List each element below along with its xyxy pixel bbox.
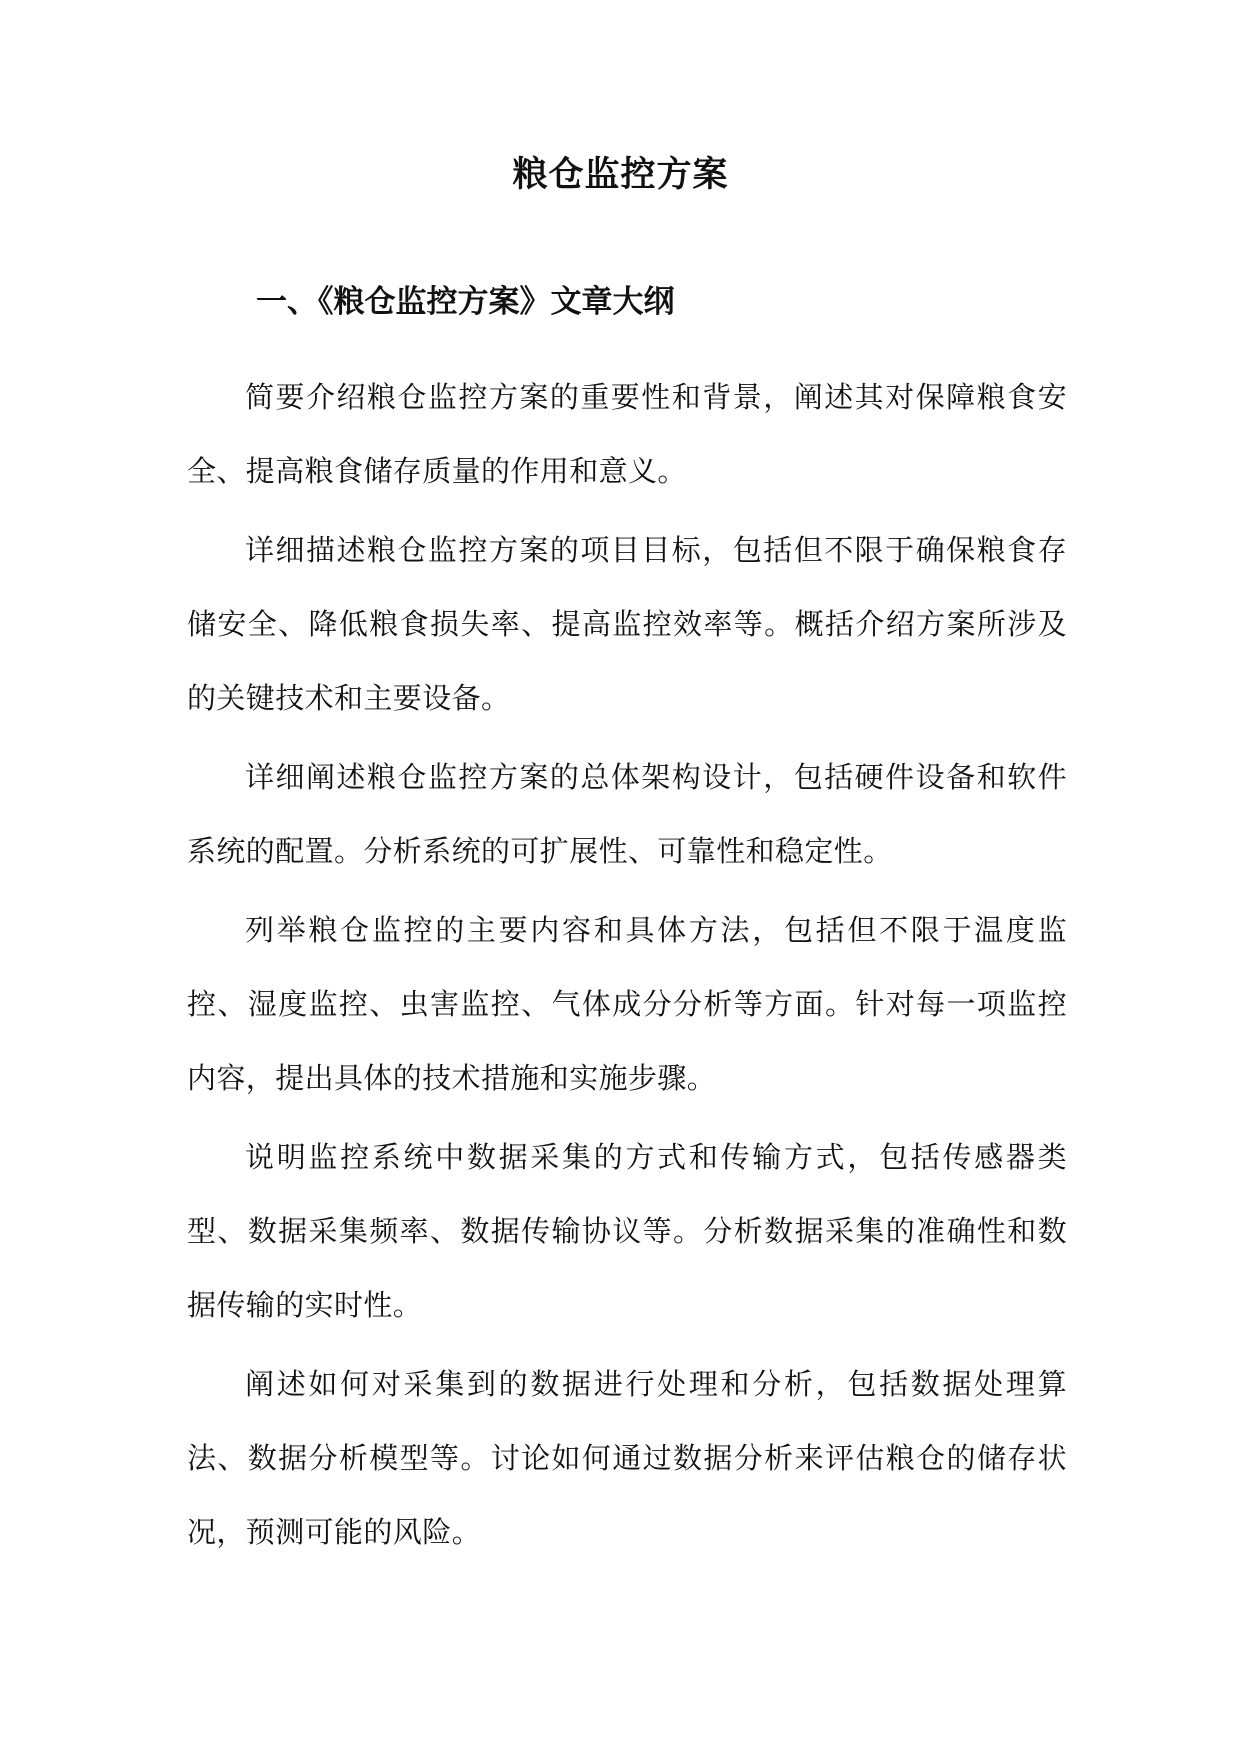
paragraph-objectives: 详细描述粮仓监控方案的项目目标，包括但不限于确保粮食存储安全、降低粮食损失率、提高监控效率等。概括介绍方案所涉及的关键技术和主要设备。 [187,533,1067,715]
paragraph-data-collection: 说明监控系统中数据采集的方式和传输方式，包括传感器类型、数据采集频率、数据传输协议等。分析数据采集的准确性和数据传输的实时性。 [187,1140,1067,1322]
paragraph-architecture: 详细阐述粮仓监控方案的总体架构设计，包括硬件设备和软件系统的配置。分析系统的可扩展性、可靠性和稳定性。 [187,760,1067,868]
paragraph-background: 简要介绍粮仓监控方案的重要性和背景，阐述其对保障粮食安全、提高粮食储存质量的作用和意义。 [187,380,1067,488]
paragraph-data-analysis: 阐述如何对采集到的数据进行处理和分析，包括数据处理算法、数据分析模型等。讨论如何通过数据分析来评估粮仓的储存状况，预测可能的风险。 [187,1367,1067,1549]
paragraph-monitoring-content: 列举粮仓监控的主要内容和具体方法，包括但不限于温度监控、湿度监控、虫害监控、气体成分分析等方面。针对每一项监控内容，提出具体的技术措施和实施步骤。 [187,913,1067,1095]
document-title: 粮仓监控方案 [512,155,729,195]
document-body [187,360,1067,1574]
section-heading: 一、《粮仓监控方案》文章大纲 [256,284,675,320]
